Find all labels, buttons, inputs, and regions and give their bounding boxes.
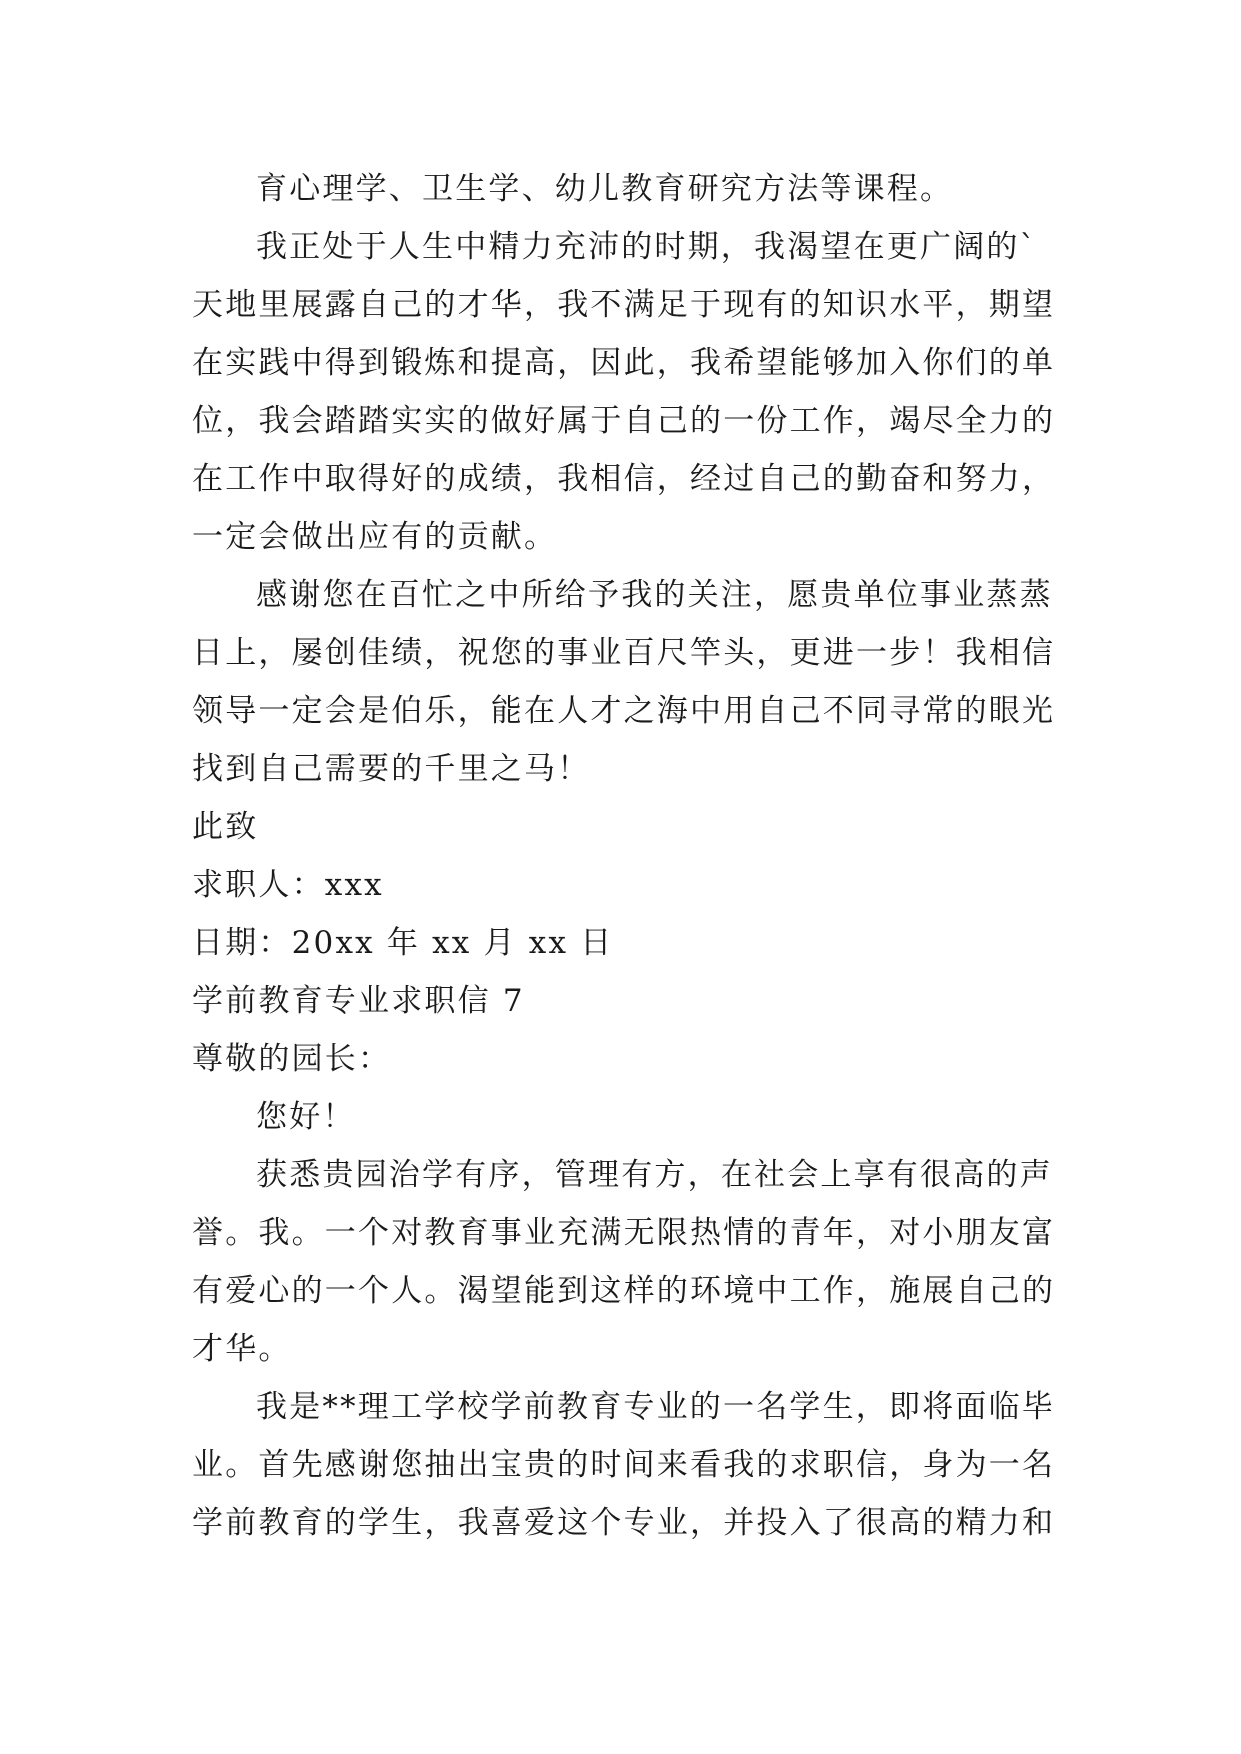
document-body bbox=[192, 160, 1056, 1552]
body-line: 誉。我。一个对教育事业充满无限热情的青年，对小朋友富 bbox=[192, 1215, 1056, 1251]
letter-date: 日期：20xx 年 xx 月 xx 日 bbox=[192, 925, 614, 961]
greeting: 您好！ bbox=[256, 1099, 356, 1135]
body-line: 才华。 bbox=[192, 1331, 292, 1367]
body-line: 我是**理工学校学前教育专业的一名学生，即将面临毕 bbox=[256, 1389, 1055, 1425]
body-line: 领导一定会是伯乐，能在人才之海中用自己不同寻常的眼光 bbox=[192, 693, 1056, 729]
applicant-name: 求职人：xxx bbox=[192, 867, 384, 903]
body-line: 获悉贵园治学有序，管理有方，在社会上享有很高的声 bbox=[256, 1157, 1053, 1193]
body-line: 学前教育的学生，我喜爱这个专业，并投入了很高的精力和 bbox=[192, 1505, 1056, 1541]
body-line: 在工作中取得好的成绩，我相信，经过自己的勤奋和努力， bbox=[192, 461, 1056, 497]
body-line: 我正处于人生中精力充沛的时期，我渴望在更广阔的` bbox=[256, 229, 1038, 265]
body-line: 位，我会踏踏实实的做好属于自己的一份工作，竭尽全力的 bbox=[192, 403, 1056, 439]
closing-salutation: 此致 bbox=[192, 809, 259, 845]
section-title: 学前教育专业求职信 7 bbox=[192, 983, 525, 1019]
body-line: 天地里展露自己的才华，我不满足于现有的知识水平，期望 bbox=[192, 287, 1056, 323]
body-line: 育心理学、卫生学、幼儿教育研究方法等课程。 bbox=[256, 171, 954, 207]
body-line: 有爱心的一个人。渴望能到这样的环境中工作，施展自己的 bbox=[192, 1273, 1056, 1309]
body-line: 找到自己需要的千里之马！ bbox=[192, 751, 591, 787]
body-line: 一定会做出应有的贡献。 bbox=[192, 519, 558, 555]
body-line: 在实践中得到锻炼和提高，因此，我希望能够加入你们的单 bbox=[192, 345, 1056, 381]
body-line: 业。首先感谢您抽出宝贵的时间来看我的求职信，身为一名 bbox=[192, 1447, 1056, 1483]
body-line: 日上，屡创佳绩，祝您的事业百尺竿头，更进一步！我相信 bbox=[192, 635, 1056, 671]
salutation: 尊敬的园长： bbox=[192, 1041, 392, 1077]
body-line: 感谢您在百忙之中所给予我的关注，愿贵单位事业蒸蒸 bbox=[256, 577, 1053, 613]
